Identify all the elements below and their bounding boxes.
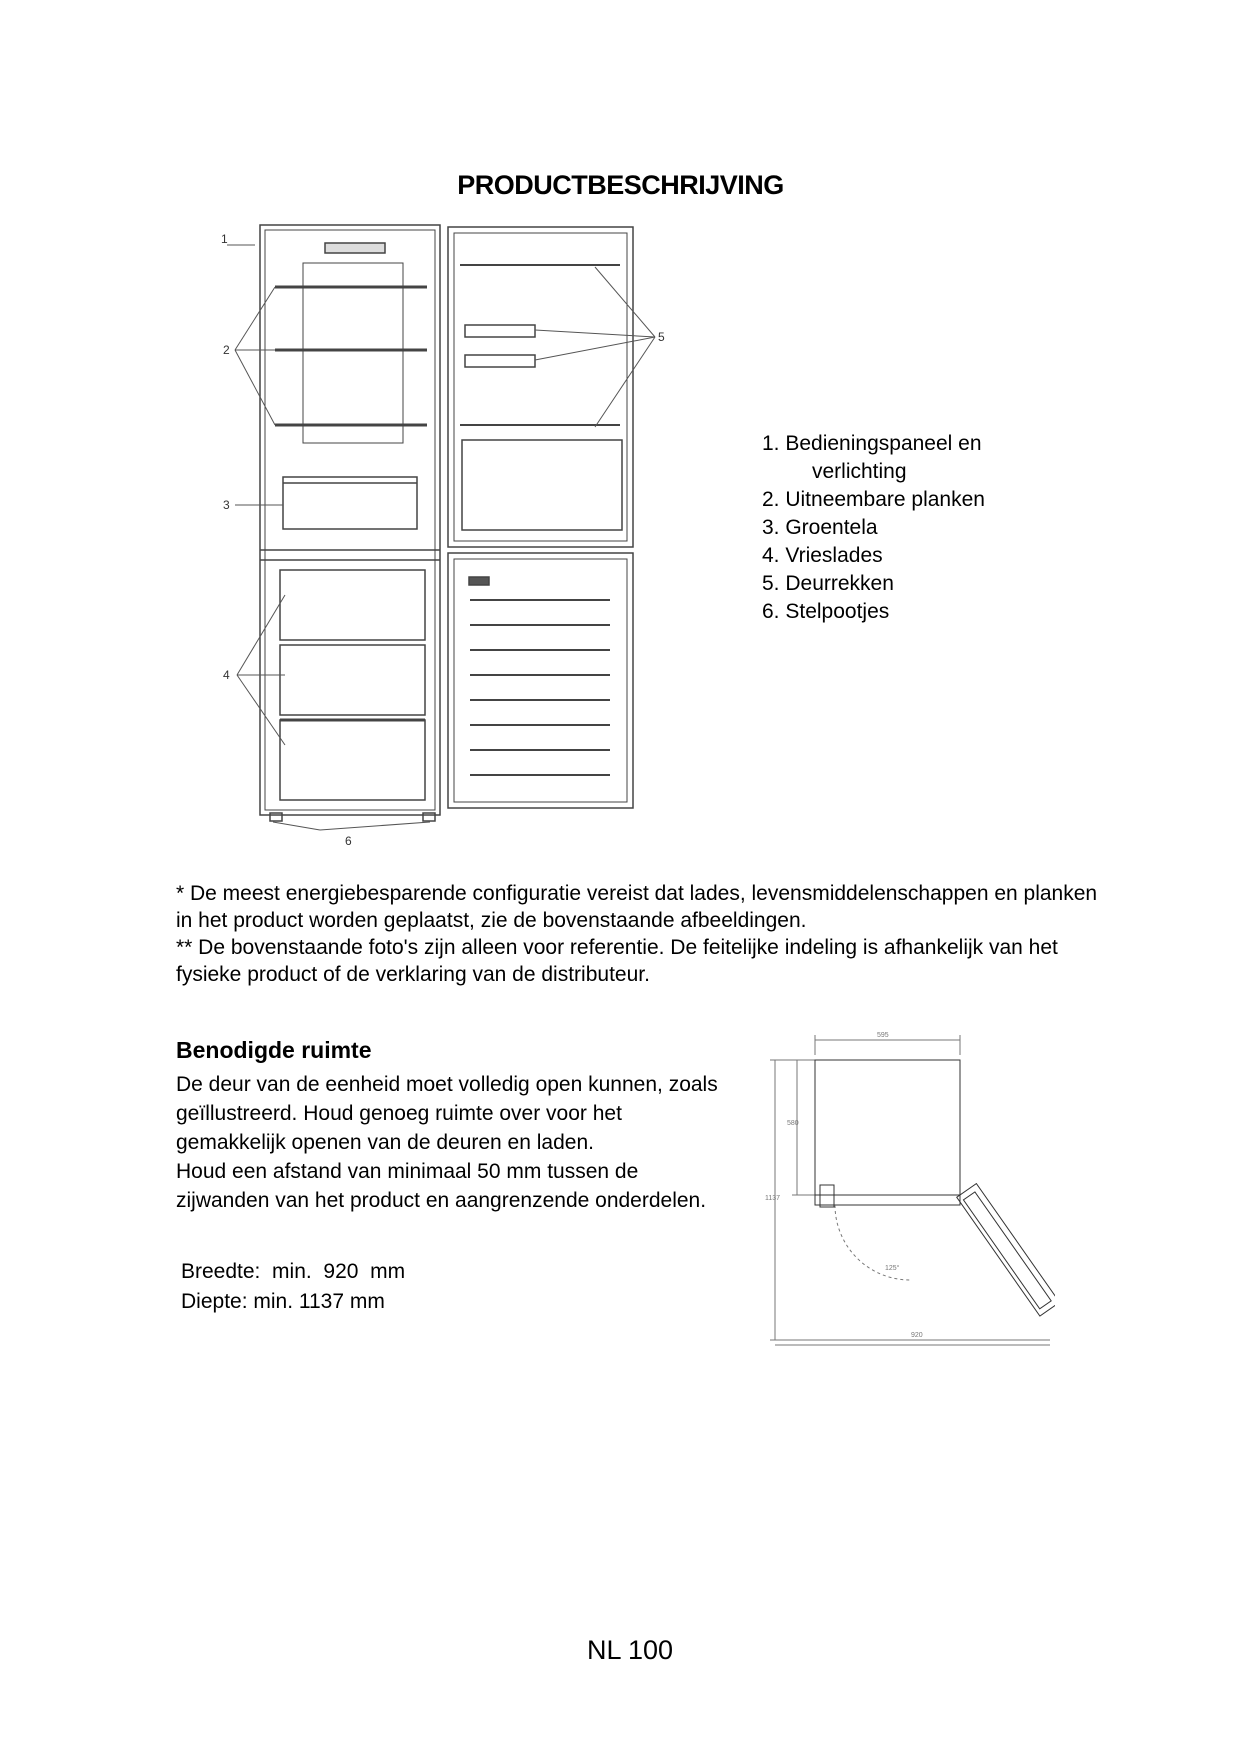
dim-label-total-depth: 1137 [765,1195,781,1202]
section-title: Benodigde ruimte [176,1037,372,1063]
callout-1: 1 [221,232,228,246]
legend-item: 5. Deurrekken [762,572,894,595]
paragraph: Houd een afstand van minimaal 50 mm tussen de zijwanden van het product en aangrenzende onderdelen. [176,1160,707,1212]
legend-item: 2. Uitneembare planken [762,488,985,511]
width-requirement: Breedte: min. 920 mm [181,1260,406,1283]
fridge-illustration [215,215,695,855]
dim-label-width: 595 [877,1032,889,1039]
dim-label-depth: 580 [787,1120,799,1127]
notes [176,880,1116,988]
dim-label-total-width: 920 [911,1332,923,1339]
legend-item: 4. Vrieslades [762,544,883,567]
parts-legend [762,430,985,626]
depth-requirement: Diepte: min. 1137 mm [181,1290,385,1313]
page-number: NL 100 [586,1635,674,1665]
note-reference: ** De bovenstaande foto's zijn alleen voor referentie. De feitelijke indeling is afhankelijk van het fysieke product of de verklaring van de distributeur. [176,936,1058,986]
note-energy: * De meest energiebesparende configuratie vereist dat lades, levensmiddelenschappen en planken in het product worden geplaatst, zie de bovenstaande afbeeldingen. [176,882,1098,932]
callout-4: 4 [223,668,230,682]
paragraph: De deur van de eenheid moet volledig open kunnen, zoals geïllustreerd. Houd genoeg ruimte over voor het gemakkelijk openen van de deuren en laden. [176,1073,718,1154]
legend-item-continuation: verlichting [812,460,907,483]
callout-2: 2 [223,343,230,357]
callout-5: 5 [658,330,665,344]
section-body [176,1070,736,1215]
angle-label: 125° [885,1265,900,1272]
dimensions [181,1257,405,1317]
legend-item: 6. Stelpootjes [762,600,890,623]
legend-item: 3. Groentela [762,516,878,539]
callout-3: 3 [223,498,230,512]
callout-6: 6 [345,834,352,848]
legend-item: 1. Bedieningspaneel en [762,432,982,455]
clearance-diagram [735,1025,1055,1365]
page-title: PRODUCTBESCHRIJVING [457,170,784,200]
